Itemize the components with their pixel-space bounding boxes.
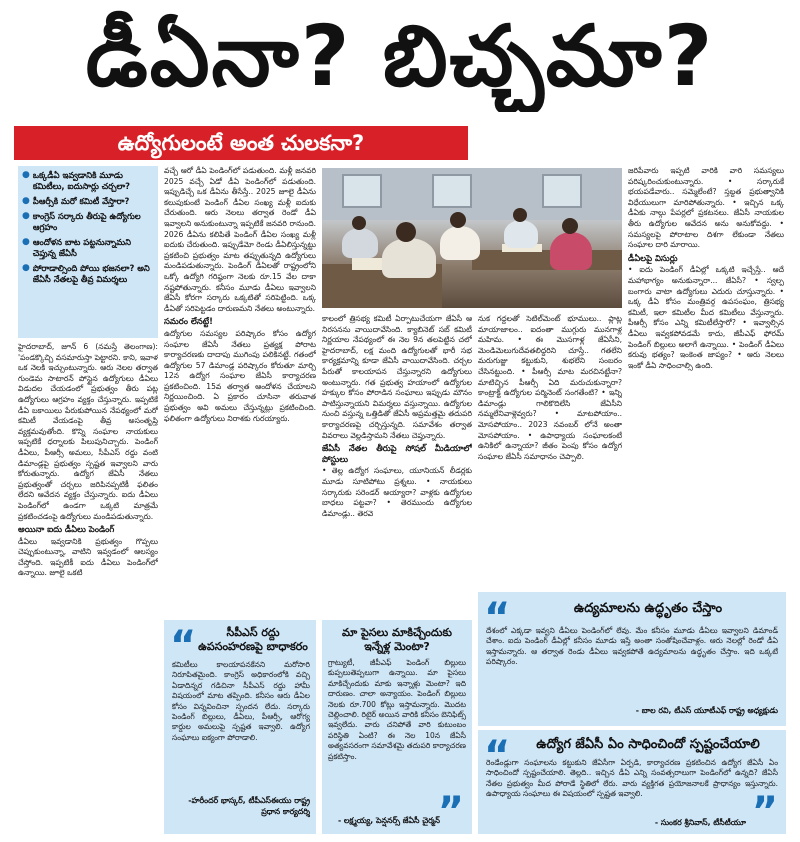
quote-signature: - లక్ష్మయ్య, పెన్షనర్స్ జేఏసీ చైర్మన్ <box>337 816 440 825</box>
office-photo <box>322 168 622 308</box>
bullet-icon: ● <box>22 263 30 273</box>
quote-box-pensioners <box>322 620 472 834</box>
body-text: కాలంలో త్రిసభ్య కమిటీ ఏర్పాటుచేయగా జేఏసీ ఆ నిరసనను వాయిదావేసింది. క్యాబినెట్ సబ్ కమిటీ నిర్ణయాల నేపథ్యంలో ఈ నెల 9న తలపెట్టిన చలో హైదరాబాద్, లక్ష మంది ఉద్యోగులతో భారీ సభ కార్యక్రమాన్ని కూడా జేఏసీ వాయిదావేసింది. చర్చల పేరుతో కాలయాపన చేస్తున్నారని ఉద్యోగులు అంటున్నారు. గత ప్రభుత్వ హయాంలో ఉద్యోగుల హక్కుల కోసం పోరాడిన సంఘాలు ఇప్పుడు మౌనం పాటిస్తున్నాయని విమర్శలు వస్తున్నాయి. ఉద్యోగుల నుంచి వస్తున్న ఒత్తిడితో జేఏసీ అప్రమత్తమై తదుపరి కార్యాచరణపై చర్చిస్తున్నది. సమావేశం తర్వాత వివరాలు వెల్లడిస్తామని నేతలు చెప్తున్నారు. <box>322 314 472 440</box>
highlight-item: ● పీఆర్సీకి మరో కమిటీ వేస్తారా? <box>22 196 130 206</box>
highlight-item: ● కాంగ్రెస్ సర్కారు తీరుపై ఉద్యోగుల ఆగ్రహం <box>22 211 141 232</box>
section-heading: జేఏసీ నేతల తీరుపై సోషల్ మీడియాలో పోస్టులు <box>322 443 472 464</box>
quote-box-cps <box>164 620 316 834</box>
article-column-4 <box>478 314 622 586</box>
section-heading: సమరం లేనట్టే! <box>164 316 213 327</box>
quote-body: గ్రాట్యుటీ, జీపీఎఫ్ పెండింగ్ బిల్లులు కుప్పలుతెప్పలుగా ఉన్నాయి. మా పైసలు మాకిచ్చేందుకు మాకు ఇన్నాళ్లు మెంటా? ఇది దారుణం. చాలా అన్యాయం. పెండింగ్ బిల్లులు నెలకు రూ.700 కోట్లు ఇస్తామన్నారు. మొదట చెల్లించాలి. రిటైర్ అయిన వారికి కనీసం బెనిఫిట్స్ ఇవ్వలేదు. వారు చనిపోతే వారి కుటుంబం పరిస్థితి ఏంటి? ఈ నెల 10న జేఏసీ అత్యవసరంగా సమావేశమై తదుపరి కార్యాచరణ ప్రకటిస్తాం. <box>328 658 466 761</box>
bullet-icon: ● <box>22 170 30 180</box>
quote-open-icon: “ <box>170 623 197 669</box>
quote-open-icon: “ <box>484 733 511 779</box>
quote-signature: - బాల రవి, టీఎస్ యూటీఎఫ్ రాష్ట్ర అధ్యక్షుడు <box>635 706 778 715</box>
quote-title: సీపీఎస్ రద్దు ఉపసంహరణపై బాధాకరం <box>198 626 308 653</box>
quote-signature: -హరీందర్ భాస్కర్, టీపీఎస్ఈయు రాష్ట్ర ప్రధాన కార్యదర్శి <box>188 796 310 816</box>
highlight-item: ● ఆందోళన బాట పట్టనున్నామని చెప్తున్న జేఏసీ <box>22 237 132 258</box>
highlight-item: ● ఒక్కడీఏ ఇవ్వడానికి మూడు కమిటీలు, ఐదుసార్లు చర్చలా? <box>22 170 130 191</box>
quote-open-icon: “ <box>484 595 511 641</box>
bullet-icon: ● <box>22 196 30 206</box>
article-column-1 <box>18 342 158 834</box>
section-heading: డీఏలపై విసుర్లు <box>628 252 678 263</box>
highlight-item: ● పోరాడాల్సింది పోయి భజనలా? అని జేఏసీ నేతలపై తీవ్ర విమర్శలు <box>22 263 150 284</box>
highlights-box <box>18 166 158 338</box>
quote-title: మా పైసలు మాకిచ్చేందుకు ఇన్నేళ్ల మెంటా? <box>342 626 452 653</box>
quote-body: రెండేండ్లుగా సంఘాలను కట్టుకుని జేఏసీగా ఏర్పడి, కార్యాచరణ ప్రకటించిన ఉద్యోగ జేఏసీ ఏం సాధించిందో స్పష్టంచేయాలి. తెల్లది.. ఇచ్చిన డీఏ ఎన్ని సంవత్సరాలుగా పెండింగ్‌లో ఉన్నది? జేఏసీ నేతల ప్రభుత్వం మీద పోరాడే స్థితిలో లేరు. వారు వ్యక్తిగత ప్రయోజనాలకే ప్రాధాన్యం ఇస్తున్నారు. ఉపాధ్యాయ సంఘాలు ఈ విషయంలో స్పష్టత ఇవ్వాలి. <box>486 758 778 799</box>
body-text: • ఐదు పెండింగ్ డీఏల్లో ఒక్కటి ఇచ్చేస్తే.. ఆదే మహాభాగ్యం అనుకున్నారా... జేఏసీ? • స్వల్ప బంగారు వాటా ఉద్యోగులు ఎదురు చూస్తున్నారు. • ఒక్క డీఏ కోసం మంత్రివర్గ ఉపసంఘం, త్రిసభ్య కమిటీ, ఇలా కమిటీల మీద కమిటీలు వేస్తున్నారు. పీఆర్సీ కోసం ఎన్ని కమిటీలేస్తారో? • ఇవ్వాల్సిన డీఏలు ఇవ్వకపోవడమే కాదు, జీపీఎఫ్ ఫోరమ్ పెండింగ్ బిల్లులు అలాగే ఉన్నాయి. • పెండింగ్ డీఏలు కరువు భత్యం? ఇంకెంత జాప్యం? • ఆరు నెలలు ఇంకో డీఏ సాధించాల్సి ఉంది. <box>628 265 784 370</box>
body-text: జరిపేవారు ఇప్పటి వారికి వారి సమస్యలు పరిష్కరించుకుంటున్నారు. • సర్కారుకే భయపడేవారు.. సమ్మెలేంటే? స్తబ్దత ప్రభుత్వానికి విధేయులుగా మారిపోతున్నారు. • ఇచ్చిన ఒక్క డీఏకు నాల్గు పేపర్లలో ప్రకటనలు. జేఏసీ నాయకుల తీరు ఉద్యోగుల ఆవేదన అను అనుకోవద్దు. • సమస్యలపై పోరాటాల దిశగా లేకుండా నేతలు సంఘాల దారి మారాయి. <box>628 166 784 250</box>
body-text: నుక గద్దలతో సెటిల్‌మెంట్ భూములు.. ప్లాట్ల మాయాజాలం.. ఐదంతా ముగ్గురు మునగాళ్ల మహిమ. • ఈ మొసగాళ్ల జేఏసీని, మెండిమెలుగుదేవతలిద్దరిని చూస్తే.. గతలేని మరుగుజ్జు కట్టుకుని, శుభలేని సంబరం చేసినట్టుంది. • పీఆర్సీ మాట మరచినట్టేనా? మాటిచ్చిన పీఆర్సీ ఏది మరుచుకున్నారా? కాంట్రాక్ట్ ఉద్యోగుల పర్మినెంట్ సంగతేంటి? • ఇన్ని డిమాండ్లు గాలికొదిలేసి జేఏసీని నమ్మలేనివాళ్లెవ్వరు? • మాటపోయాం.. మోసపోయాం.. 2023 నవంబర్ లోనే అంతా మోసపోయాం. • ఉపాధ్యాయ సంఘాలకంటే ఉనికిలో ఉన్నాయా? జీతం పెంపు కోసం ఉద్యోగ సంఘాల జేఏసీ సమాధానం చెప్పాలి. <box>478 314 622 461</box>
quote-box-utf <box>478 592 786 726</box>
bullet-icon: ● <box>22 237 30 247</box>
subheadline: ఉద్యోగులంటే అంత చులకనా? <box>14 126 468 160</box>
bullet-icon: ● <box>22 211 30 221</box>
quote-body: కమిటీలు కాలయాపనకేనని మరోసారి నిరూపితమైంది. కాంగ్రెస్ అధికారంలోకి వచ్చి ఏడాదిన్నర గడిచినా సీపీఎస్ రద్దు హామీ విషయంలో మాట తప్పింది. కనీసం ఆరు డీఏల కోసం విన్నవించినా స్పందన లేదు. సర్కారు పెండింగ్ బిల్లులు, డీఏలు, పీఆర్సీ, ఆరోగ్య కార్డుల అమలుపై స్పష్టత ఇవ్వాలి. ఉద్యోగ సంఘాలు ఐక్యంగా పోరాడాలి. <box>172 660 310 742</box>
body-text: డీఏలు ఇవ్వడానికి ప్రభుత్వం గొప్పలు చెప్పుకుంటున్నా, వాటిని ఇవ్వడంలో ఆలస్యం చేస్తోంది. ఇప్పటికీ ఐదు డీఏలు పెండింగ్‌లో ఉన్నాయి. జూలై ఒకటి <box>18 536 158 578</box>
body-text: ఉద్యోగుల సమస్యల పరిష్కారం కోసం ఉద్యోగ సంఘాల జేఏసీ నేతలు ప్రత్యక్ష పోరాట కార్యాచరణకు దాదాపు ముగింపు పలికినట్టే. గతంలో ఉద్యోగుల 57 డిమాండ్ల పరిష్కారం కోరుతూ మార్చి 12న ఉద్యోగ సంఘాల జేఏసీ కార్యాచరణ ప్రకటించింది. 15వ తర్వాత ఆందోళన చేయాలని నిర్ణయించింది. ఏ ప్రకారం చూసినా తరువాత ప్రభుత్వం అవి అమలు చేస్తున్నట్లు ప్రకటించింది. ఫలితంగా ఉద్యోగులు నిరాశకు గురయ్యారు. <box>164 328 316 423</box>
quote-body: దేశంలో ఎక్కడా ఇవ్వని డీఏలు పెండింగ్‌లో లేవు. మేం కనీసం మూడు డీఏలు ఇవ్వాలని డిమాండ్ చేశాం. ఐదు పెండింగ్ డీఏల్లో కనీసం మూడు ఇస్తే అంతా సంతోషించేవాళ్లం. ఆరు నెలల్లో రెండో డీఏ ఇస్తామన్నారు. ఆ తర్వాత రెండు డీఏలు ఇవ్వకపోతే ఉద్యమాలను ఉద్ధృతం చేస్తాం. ఇది ఒక్కటే పరిష్కారం. <box>486 626 778 667</box>
article-column-3 <box>322 314 472 614</box>
quote-close-icon: ” <box>751 789 778 834</box>
quote-signature: - సుంకర శ్రీనివాస్, టీసీటీయూ <box>654 818 746 827</box>
quote-title: ఉద్యమాలను ఉద్ధృతం చేస్తాం <box>573 601 723 616</box>
body-text: హైదరాబాద్, జూన్ 6 (నమస్తే తెలంగాణ): 'పండక్కొచ్చి వసమారుస్తా పెట్టారని. కాని, ఇవాళ ఒక నెలకి ఇచ్చుంటున్నారు. ఆరు నెలల తర్వాత గుండెమ సాటారన్ పోస్టైన ఉద్యోగులు డీఏలు విడుదల చేయడంలో ప్రభుత్వం తీరు పట్ల ఉద్యోగులు ఆగ్రహం వ్యక్తం చేస్తున్నారు. ఇప్పటికే డీఏ బకాయిలు పేరుకుపోయిన నేపథ్యంలో మరో కమిటీ వేయడంపై తీవ్ర అసంతృప్తి వ్యక్తమవుతోంది. కొన్ని సంఘాల నాయకులు ఇప్పటికే ధర్నాలకు పిలుపునిచ్చారు. పెండింగ్ డీఏలు, పీఆర్సీ అమలు, సీపీఎస్ రద్దు వంటి డిమాండ్లపై ప్రభుత్వం స్పష్టత ఇవ్వాలని వారు కోరుతున్నారు. ఉద్యోగ జేఏసీ నేతలు ప్రభుత్వంతో చర్చలు జరిపినప్పటికీ ఫలితం లేదని ఆవేదన వ్యక్తం చేస్తున్నారు. ఐదు డీఏలు పెండింగ్‌లో ఉండగా ఒక్కటి మాత్రమే ప్రకటించడంపై ఉద్యోగులు మండిపడుతున్నారు. <box>18 342 158 521</box>
quote-close-icon: ” <box>437 789 464 834</box>
section-heading: అయినా ఐదు డీఏలు పెండింగ్ <box>18 524 115 535</box>
body-text: • తెల్ల ఉద్యోగ సంఘాలు, యూనియన్‌ లీడర్లకు మూడు సూటిపోటు ప్రశ్నలు. • నాయకులు సర్కారుకు సరెండర్ అయ్యారా? వాళ్లకు ఉద్యోగుల బాధలు పట్టవా? • తెరముందు ఉద్యోగుల డిమాండ్లు.. తెరవె <box>322 466 472 518</box>
quote-title: ఉద్యోగ జేఏసీ ఏం సాధించిందో స్పష్టంచేయాలి <box>536 737 760 752</box>
article-column-5 <box>628 166 784 586</box>
body-text: వచ్చే ఆరో డీఏ పెండింగ్‌లో పడుతుంది. మళ్లీ జనవరి 2025 వచ్చే ఏడో డీఏ పెండింగ్‌లో పడుతుంది. ఇప్పుడిచ్చే ఒక డీఏను తీసేస్తే.. 2025 జూలై డీఏను కలుపుకుంటే పెండింగ్ డీఏల సంఖ్య మళ్లీ ఐదుకు చేరుతుంది. ఆరు నెలలు తర్వాత రెండో డీఏ ఇవ్వాలని అనుకుంటున్నా ఇప్పటికే జనవరి రానుంది. 2026 డీఏను కలిపితే పెండింగ్ డీఏల సంఖ్య మళ్లీ ఐదుకు చేరుతుంది. ఇప్పుడేమో రెండు డీఏలిస్తున్నట్టు ప్రకటించి ప్రభుత్వం మాట తప్పుతున్నది ఉద్యోగులు మండిపడుతున్నారు. పెండింగ్ డీఏలతో రాష్ట్రంలోని ఒక్కో ఉద్యోగి గరిష్ఠంగా నెలకు రూ.15 వేల దాకా నష్టపోతున్నారు. కనీసం మూడు డీఏలు ఇవ్వాలని జేఏసీ కోరగా సర్కారు ఒక్కటితో సరిపెట్టింది. ఒక్క డీఏతో సరిపెట్టడం దారుణమని నేతలు అంటున్నారు. <box>164 166 316 313</box>
article-column-2 <box>164 166 316 614</box>
quote-box-tctu <box>478 730 786 834</box>
headline: డీఏనా? బిచ్చమా? <box>85 7 715 105</box>
